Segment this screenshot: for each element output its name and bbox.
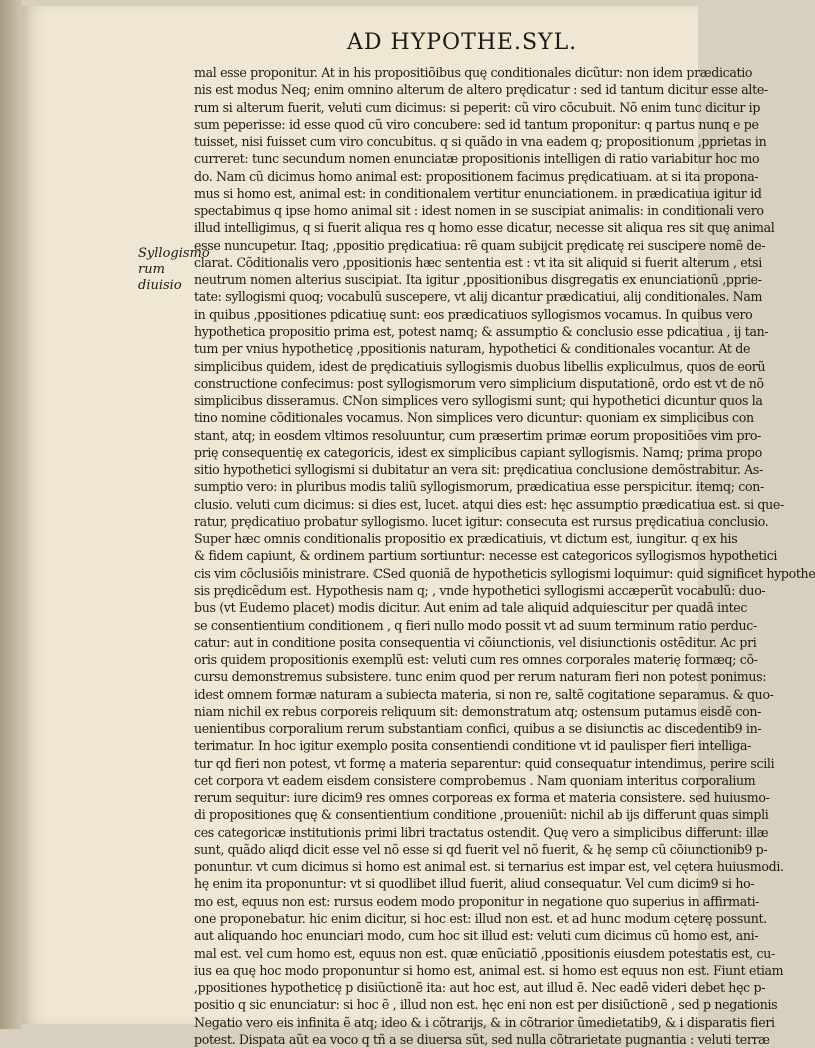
text-line: idest omnem formæ naturam a subiecta materia, si non re, saltẽ cogitatione separamus. & quo- [194,686,774,702]
text-line: simplicibus quidem, idest de prędicatiuis syllogismis duobus libellis expliculmus, quos de eorũ [194,358,766,374]
text-line: Super hæc omnis conditionalis propositio ex prædicatiuis, vt dictum est, iungitur. q ex his [194,531,738,547]
text-line: sitio hypothetici syllogismi si dubitatur an vera sit: prędicatiua conclusione demõstrabitur. As- [194,462,763,478]
text-line: cis vim cõclusiõis ministrare. ℂSed quoniã de hypotheticis syllogismi loquimur: quid significet hypothe [194,565,815,581]
text-line: cet corpora vt eadem eisdem consistere comprobemus . Nam quoniam interitus corporalium [194,772,756,788]
text-line: illud intelligimus, q si fuerit aliqua res q homo esse dicatur, necesse sit aliqua res sit quę animal [194,220,775,236]
text-line: mal est. vel cum homo est, equus non est. quæ enũciatiõ ,ppositionis eiusdem potestatis est, cu- [194,945,775,961]
text-line: spectabimus q ipse homo animal sit : idest nomen in se suscipiat animalis: in conditionali vero [194,203,764,219]
text-line: sunt, quãdo aliqd dicit esse vel nõ esse si qd fuerit vel nõ fuerit, & hę semp cũ cõiunctionib9 p- [194,841,768,857]
text-line: bus (vt Eudemo placet) modis dicitur. Aut enim ad tale aliquid adquiescitur per quadã intec [194,600,748,616]
text-line: terimatur. In hoc igitur exemplo posita consentiendi conditione vt id paulisper fieri intelliga- [194,738,752,754]
text-line: & fidem capiunt, & ordinem partium sortiuntur: necesse est categoricos syllogismos hypothetici [194,548,778,564]
text-line: tur qd fieri non potest, vt formę a materia separentur: quid consequatur intendimus, perire scili [194,755,775,771]
text-line: tino nomine cõditionales vocamus. Non simplices vero dicuntur: quoniam ex simplicibus con [194,410,754,426]
text-line: positio q sic enunciatur: si hoc ẽ , illud non est. hęc eni non est per disiũctionẽ , sed p negationis [194,997,778,1013]
text-line: uenientibus corporalium rerum substantiam confici, quibus a se disiunctis ac discedentib9 in- [194,721,762,737]
text-line: prię consequentię ex categoricis, idest ex simplicibus capiant syllogismis. Namq; prima propo [194,444,762,460]
text-line: oris quidem propositionis exemplũ est: veluti cum res omnes corporales materię formæq; cõ- [194,652,758,668]
text-line: nis est modus Neq; enim omnino alterum de altero prędicatur : sed id tantum dicitur esse alte- [194,82,768,98]
text-line: hę enim ita proponuntur: vt si quodlibet illud fuerit, aliud consequatur. Vel cum dicim9 si ho- [194,876,755,892]
text-line: sum peperisse: id esse quod cũ viro concubere: sed id tantum proponitur: q partus nunq e pe [194,116,759,132]
text-line: ratur, prędicatiuo probatur syllogismo. lucet igitur: consecuta est rursus prędicatiua conclusio. [194,513,769,529]
text-line: simplicibus disseramus. ℂNon simplices vero syllogismi sunt; qui hypothetici dicuntur quos la [194,393,763,409]
body-text [194,64,815,1048]
text-line: di propositiones quę & consentientium conditione ,proueniũt: nichil ab ijs differunt quas simpli [194,807,769,823]
text-line: ces categoricæ institutionis primi libri tractatus ostendit. Quę vero a simplicibus differunt: illæ [194,824,769,840]
text-line: clusio. veluti cum dicimus: si dies est, lucet. atqui dies est: hęc assumptio prædicatiua est. si que- [194,496,784,512]
text-line: se consentientium conditionem , q fieri nullo modo possit vt ad suum terminum ratio perduc- [194,617,757,633]
text-line: potest. Dispata aũt ea voco q tñ a se diuersa sũt, sed nulla cõtrarietate pugnantia : veluti terræ [194,1031,770,1047]
text-line: constructione confecimus: post syllogismorum vero simplicium disputationẽ, ordo est vt de nõ [194,375,764,391]
text-line: esse nuncupetur. Itaq; ,ppositio prędicatiua: rẽ quam subijcit prędicatę rei suscipere nomẽ de- [194,237,766,253]
text-line: rerum sequitur: iure dicim9 res omnes corporeas ex forma et materia consistere. sed huiusmo- [194,790,770,806]
text-line: curreret: tunc secundum nomen enunciatæ propositionis intelligen di ratio variabitur hoc mo [194,151,760,167]
text-line: tum per vnius hypotheticę ,ppositionis naturam, hypothetici & conditionales vocantur. At de [194,341,751,357]
text-line: aut aliquando hoc enunciari modo, cum hoc sit illud est: veluti cum dicimus cũ homo est, ani- [194,928,759,944]
running-header: AD HYPOTHE.SYL. [347,30,578,55]
text-line: ,ppositiones hypotheticę p disiũctionẽ ita: aut hoc est, aut illud ẽ. Nec eadẽ videri debet hęc p- [194,980,766,996]
text-line: ius ea quę hoc modo proponuntur si homo est, animal est. si homo est equus non est. Fiunt etiam [194,962,784,978]
text-line: tate: syllogismi quoq; vocabulũ suscepere, vt alij dicantur prædicatiui, alij conditionales. Nam [194,289,763,305]
text-line: in quibus ,ppositiones pdicatiuę sunt: eos prædicatiuos syllogismos vocamus. In quibus vero [194,306,753,322]
text-line: Negatio vero eis infinita ẽ atq; ideo & i cõtrarijs, & in cõtrarior ũmedietatib9, & i disparatis fieri [194,1014,775,1030]
text-line: mo est, equus non est: rursus eodem modo proponitur in negatione quo superius in affirmati- [194,893,760,909]
text-line: tuisset, nisi fuisset cum viro concubitus. q si quãdo in vna eadem q; propositionum ,pprietas in [194,134,767,150]
text-line: neutrum nomen alterius suscipiat. Ita igitur ,ppositionibus disgregatis ex enunciationũ ,pprie- [194,272,762,288]
text-line: stant, atq; in eosdem vltimos resoluuntur, cum præsertim primæ eorum propositiões vim pro- [194,427,761,443]
text-line: rum si alterum fuerit, veluti cum dicimus: si peperit: cũ viro cõcubuit. Nõ enim tunc dicitur ip [194,99,761,115]
text-line: catur: aut in conditione posita consequentia vi cõiunctionis, vel disiunctionis ostẽditur. Ac pri [194,634,757,650]
text-line: hypothetica propositio prima est, potest namq; & assumptio & conclusio esse pdicatiua , ij tan- [194,323,769,339]
text-line: one proponebatur. hic enim dicitur, si hoc est: illud non est. et ad hunc modum cęterę possunt. [194,911,767,927]
text-line: sumptio vero: in pluribus modis taliũ syllogismorum, prædicatiua esse perspicitur. itemq; con- [194,479,764,495]
book-gutter [0,0,22,1029]
text-line: ponuntur. vt cum dicimus si homo est animal est. si ternarius est impar est, vel cętera huiusmodi. [194,859,784,875]
text-line: cursu demonstremus subsistere. tunc enim quod per rerum naturam fieri non potest ponimus: [194,669,767,685]
text-line: niam nichil ex rebus corporeis reliquum sit: demonstratum atq; ostensum putamus eisdẽ con- [194,703,762,719]
text-line: mus si homo est, animal est: in conditionalem vertitur enunciationem. in prædicatiua igitur id [194,185,762,201]
text-line: clarat. Cõditionalis vero ,ppositionis hæc sententia est : vt ita sit aliquid si fuerit alterum , etsi [194,254,762,270]
text-line: mal esse proponitur. At in his propositiõibus quę conditionales dicũtur: non idem prædicatio [194,65,753,80]
text-line: sis prędicẽdum est. Hypothesis nam q; , vnde hypothetici syllogismi accæperũt vocabulũ: duo- [194,582,766,598]
margin-note: Syllogismo rum diuisio [138,246,210,293]
text-line: do. Nam cũ dicimus homo animal est: propositionem facimus prędicatiuam. at si ita propona- [194,168,759,184]
